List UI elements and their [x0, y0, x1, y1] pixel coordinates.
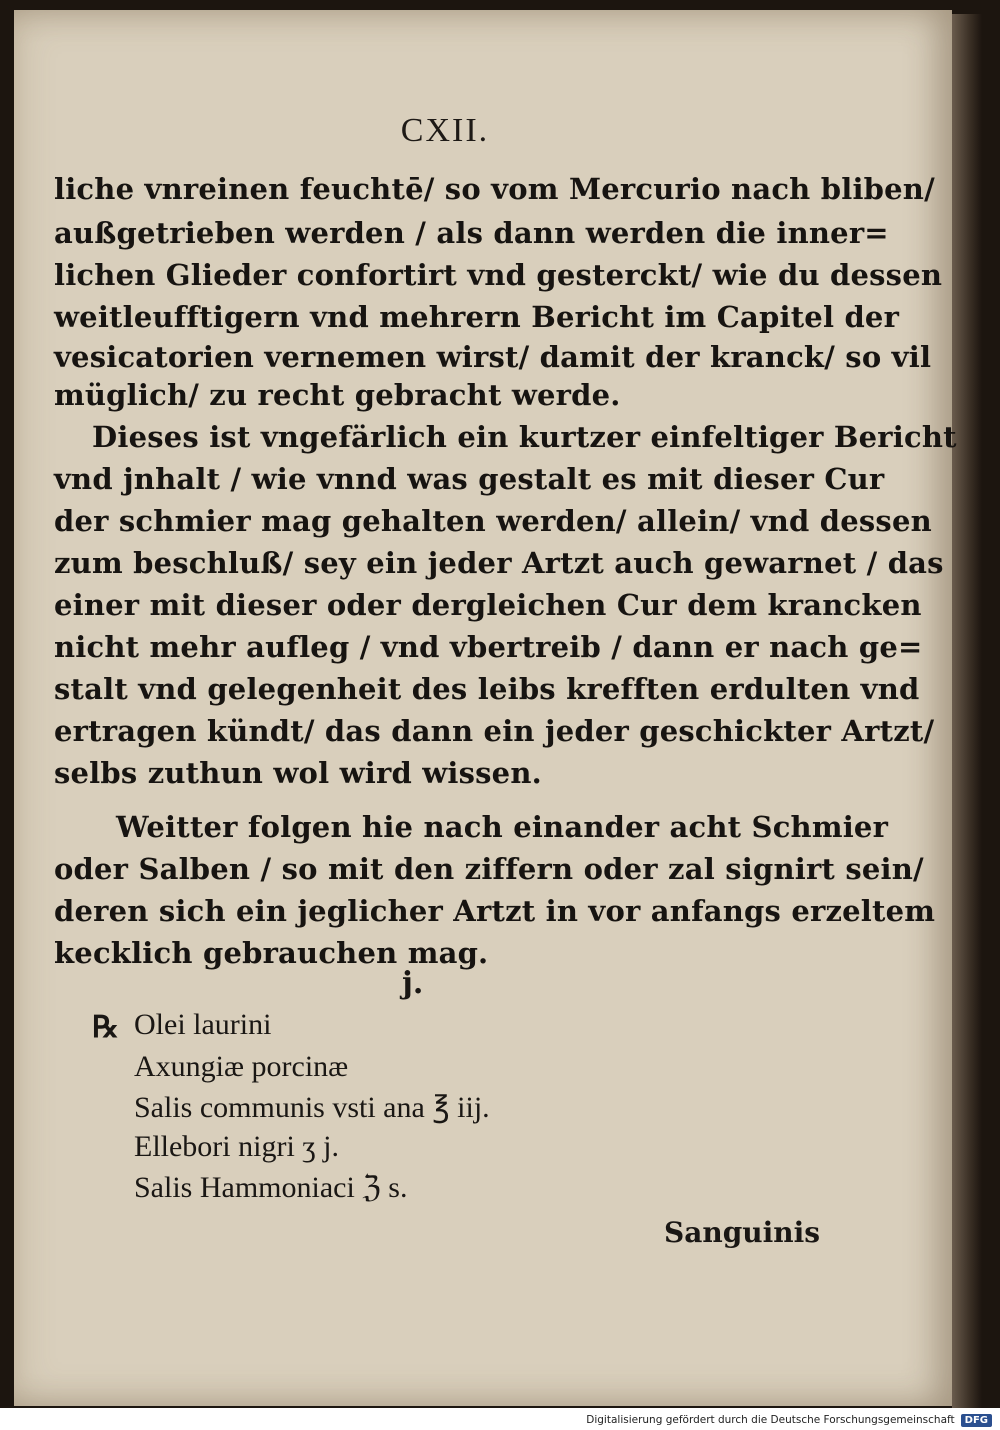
text-line: Dieses ist vngefärlich ein kurtzer einfeltiger Bericht: [92, 420, 957, 454]
text-line: Weitter folgen hie nach einander acht Schmier: [116, 810, 889, 844]
catchword: Sanguinis: [664, 1216, 821, 1249]
page-edge-shadow: [952, 14, 982, 1408]
dfg-logo-icon: DFG: [961, 1414, 992, 1427]
folio-number: CXII.: [400, 112, 490, 149]
recipe-number: j.: [402, 966, 424, 1001]
text-line: weitleufftigern vnd mehrern Bericht im Capitel der: [54, 300, 900, 334]
text-line: vnd jnhalt / wie vnnd was gestalt es mit dieser Cur: [54, 462, 885, 496]
text-line: lichen Glieder confortirt vnd gesterckt/ wie du dessen: [54, 258, 943, 292]
text-line: stalt vnd gelegenheit des leibs krefften erdulten vnd: [54, 672, 920, 706]
text-line: selbs zuthun wol wird wissen.: [54, 756, 542, 790]
footer-credit-text: Digitalisierung gefördert durch die Deutsche Forschungsgemeinschaft: [586, 1414, 955, 1426]
footer-credit: [586, 1412, 992, 1428]
text-line: ertragen kündt/ das dann ein jeder geschickter Artzt/: [54, 714, 935, 748]
recipe-line: Axungiæ porcinæ: [134, 1050, 349, 1083]
recipe-line: Ellebori nigri ʒ j.: [134, 1130, 339, 1163]
recipe-line: Salis communis vsti ana ℥ iij.: [134, 1091, 490, 1124]
recipe-line: Olei laurini: [134, 1008, 272, 1041]
text-line: zum beschluß/ sey ein jeder Artzt auch gewarnet / das: [54, 546, 944, 580]
recipe-line: Salis Hammoniaci ℨ s.: [134, 1171, 408, 1204]
text-line: außgetrieben werden / als dann werden die inner=: [54, 216, 889, 250]
recipe-icon: ℞: [92, 1011, 119, 1044]
text-line: kecklich gebrauchen mag.: [54, 936, 489, 970]
text-line: müglich/ zu recht gebracht werde.: [54, 378, 621, 412]
text-line: oder Salben / so mit den ziffern oder zal signirt sein/: [54, 852, 924, 886]
text-line: nicht mehr aufleg / vnd vbertreib / dann er nach ge=: [54, 630, 923, 664]
text-line: der schmier mag gehalten werden/ allein/ vnd dessen: [54, 504, 932, 538]
text-line: liche vnreinen feuchtē/ so vom Mercurio nach bliben/: [54, 172, 935, 206]
text-line: vesicatorien vernemen wirst/ damit der kranck/ so vil: [54, 340, 932, 374]
text-line: deren sich ein jeglicher Artzt in vor anfangs erzeltem: [54, 894, 936, 928]
text-line: einer mit dieser oder dergleichen Cur dem krancken: [54, 588, 922, 622]
